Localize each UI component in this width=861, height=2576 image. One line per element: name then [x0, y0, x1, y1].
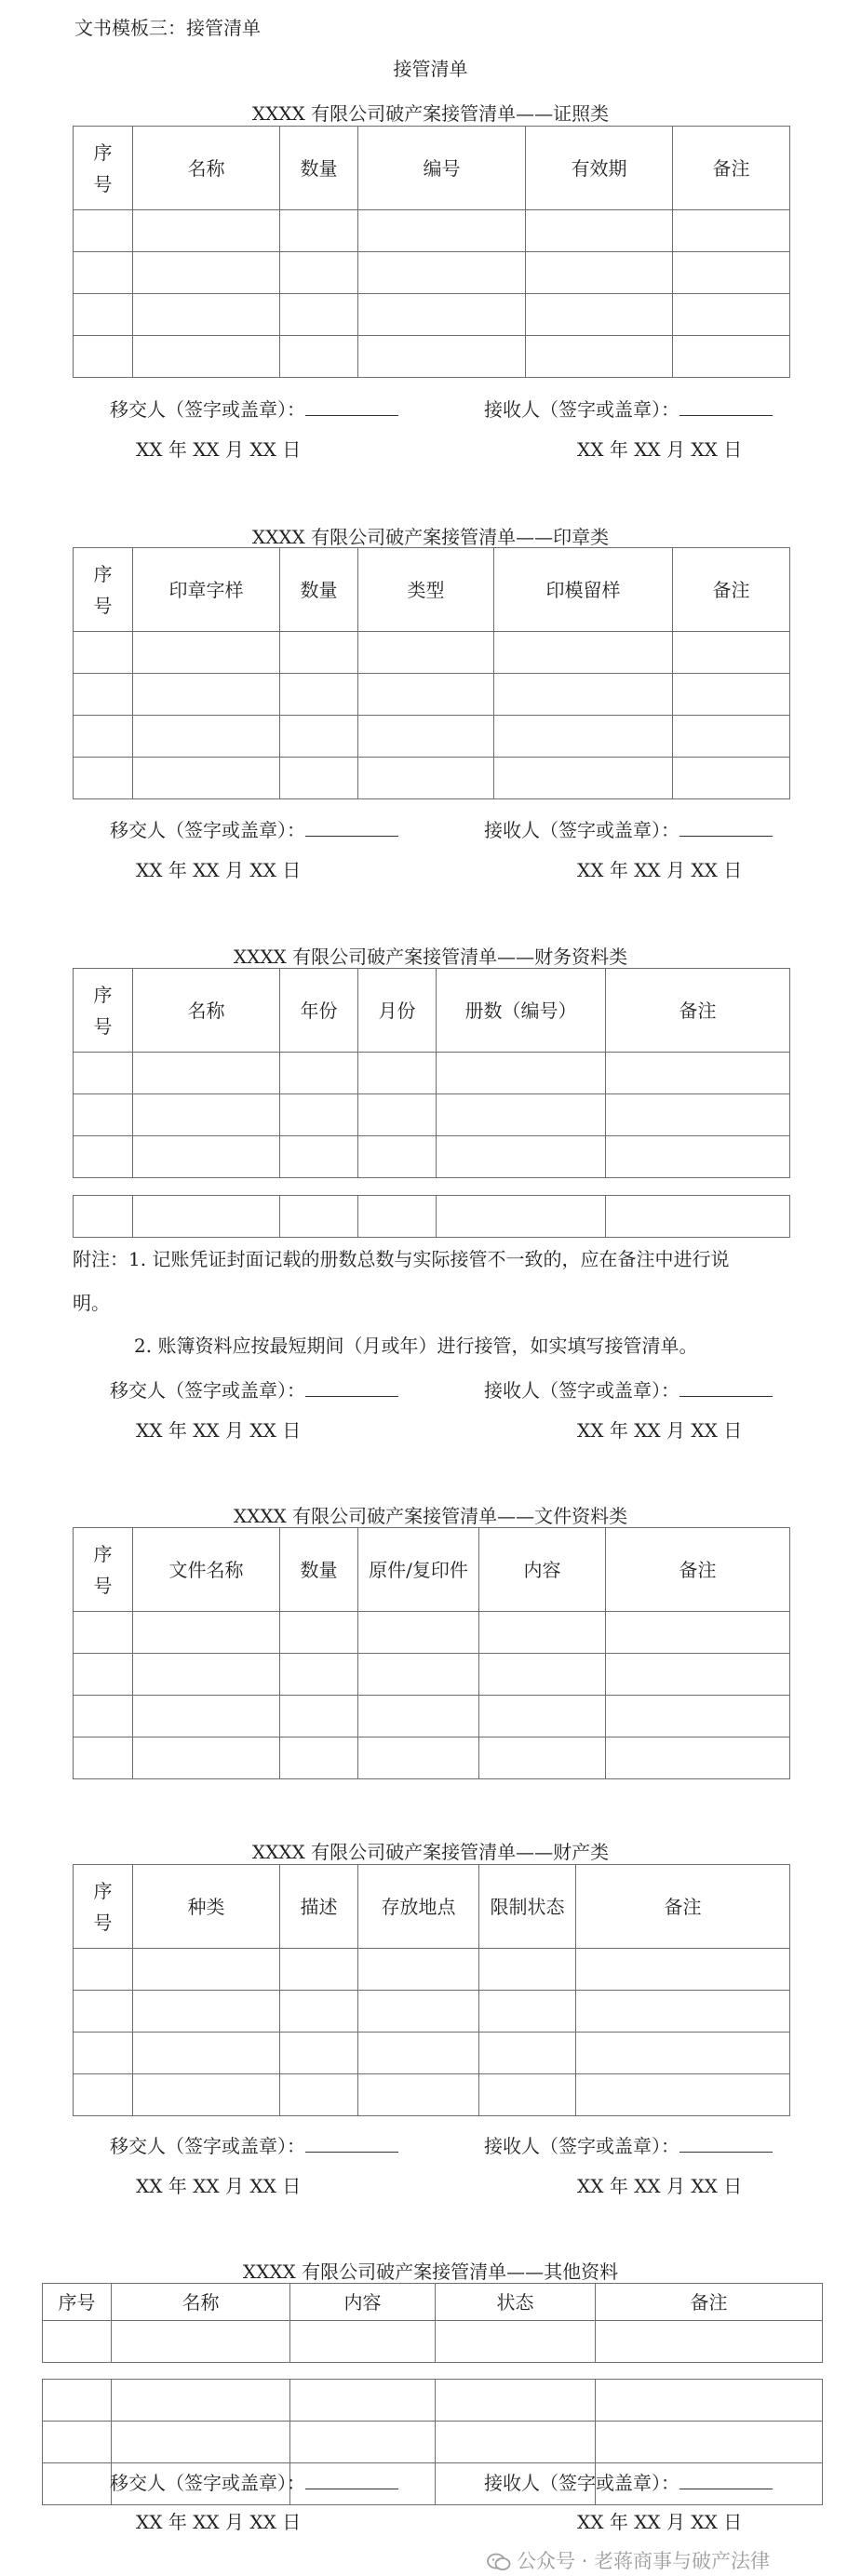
handover-signature-line	[110, 819, 398, 839]
table-row	[74, 252, 790, 294]
wechat-icon	[487, 2553, 511, 2571]
table-row	[43, 2380, 823, 2422]
handover-signature-line	[110, 2472, 398, 2492]
handover-signature-blank[interactable]	[305, 819, 398, 837]
handover-label: 移交人（签字或盖章）：	[110, 2135, 305, 2157]
handover-date: XX 年 XX 月 XX 日	[136, 2511, 302, 2533]
receiver-signature-blank[interactable]	[679, 2472, 773, 2489]
table-caption-assets: XXXX 有限公司破产案接管清单——财产类	[251, 1841, 610, 1863]
col-header-original-copy: 原件/复印件	[358, 1528, 479, 1612]
table-row	[74, 1696, 790, 1737]
receiver-signature-line	[484, 1379, 773, 1400]
table-row	[74, 294, 790, 336]
financial-note-1: 附注：1. 记账凭证封面记载的册数总数与实际接管不一致的，应在备注中进行说	[73, 1248, 730, 1270]
col-header-quantity: 数量	[280, 548, 358, 632]
handover-date: XX 年 XX 月 XX 日	[136, 859, 302, 881]
receiver-label: 接收人（签字或盖章）：	[484, 2135, 679, 2157]
col-header-category: 种类	[133, 1865, 280, 1949]
col-header-remarks: 备注	[576, 1865, 790, 1949]
table-row	[74, 1991, 790, 2033]
receiver-label: 接收人（签字或盖章）：	[484, 2472, 679, 2494]
col-header-remarks: 备注	[606, 1528, 790, 1612]
col-header-volumes: 册数（编号）	[437, 969, 606, 1053]
table-row	[74, 1196, 790, 1238]
col-header-document-name: 文件名称	[133, 1528, 280, 1612]
col-header-validity: 有效期	[526, 127, 673, 210]
table-row	[74, 1737, 790, 1779]
col-header-number: 编号	[358, 127, 526, 210]
table-row	[74, 758, 790, 799]
handover-signature-line	[110, 1379, 398, 1400]
table-row	[74, 210, 790, 252]
col-header-year: 年份	[280, 969, 358, 1053]
receiver-signature-line	[484, 398, 773, 419]
table-caption-documents: XXXX 有限公司破产案接管清单——文件资料类	[233, 1505, 628, 1527]
receiver-signature-line	[484, 2472, 773, 2492]
handover-signature-line	[110, 398, 398, 419]
receiver-signature-blank[interactable]	[679, 819, 773, 837]
table-row	[43, 2321, 823, 2363]
receiver-date: XX 年 XX 月 XX 日	[577, 2511, 743, 2533]
table-row	[74, 2074, 790, 2116]
receiver-signature-line	[484, 819, 773, 839]
handover-signature-line	[110, 2135, 398, 2155]
table-header-row	[74, 548, 790, 632]
col-header-restriction-status: 限制状态	[479, 1865, 576, 1949]
financial-note-2: 2. 账簿资料应按最短期间（月或年）进行接管，如实填写接管清单。	[134, 1335, 698, 1357]
receiver-signature-line	[484, 2135, 773, 2155]
seals-table	[73, 547, 790, 799]
col-header-remarks: 备注	[673, 548, 790, 632]
table-row	[74, 1949, 790, 1991]
col-header-index: 序号	[74, 1865, 133, 1949]
licenses-table	[73, 126, 790, 378]
table-caption-seals: XXXX 有限公司破产案接管清单——印章类	[251, 526, 610, 548]
col-header-month: 月份	[358, 969, 437, 1053]
document-title: 接管清单	[393, 58, 468, 80]
col-header-name: 名称	[133, 969, 280, 1053]
table-header-row	[43, 2284, 823, 2321]
receiver-signature-blank[interactable]	[679, 2135, 773, 2153]
col-header-description: 描述	[280, 1865, 358, 1949]
table-row	[74, 336, 790, 378]
table-header-row	[74, 969, 790, 1053]
table-row	[74, 716, 790, 758]
col-header-index: 序号	[74, 969, 133, 1053]
table-row	[74, 1053, 790, 1094]
table-row	[74, 1654, 790, 1696]
col-header-storage-location: 存放地点	[358, 1865, 479, 1949]
handover-signature-blank[interactable]	[305, 2135, 398, 2153]
table-header-row	[74, 1528, 790, 1612]
col-header-seal-text: 印章字样	[133, 548, 280, 632]
table-row	[74, 1094, 790, 1136]
watermark-text: 公众号 · 老蒋商事与破产法律	[517, 2550, 771, 2572]
table-caption-financial: XXXX 有限公司破产案接管清单——财务资料类	[233, 946, 628, 968]
receiver-date: XX 年 XX 月 XX 日	[577, 2175, 743, 2197]
other-materials-table	[42, 2283, 823, 2363]
col-header-quantity: 数量	[280, 127, 358, 210]
table-header-row	[74, 127, 790, 210]
col-header-remarks: 备注	[596, 2284, 823, 2321]
table-header-row	[74, 1865, 790, 1949]
table-caption-licenses: XXXX 有限公司破产案接管清单——证照类	[251, 102, 610, 125]
col-header-seal-impression: 印模留样	[494, 548, 673, 632]
col-header-status: 状态	[436, 2284, 596, 2321]
handover-label: 移交人（签字或盖章）：	[110, 2472, 305, 2494]
handover-label: 移交人（签字或盖章）：	[110, 398, 305, 421]
handover-signature-blank[interactable]	[305, 398, 398, 416]
document-header: 文书模板三：接管清单	[74, 17, 261, 39]
col-header-name: 名称	[112, 2284, 290, 2321]
col-header-index: 序号	[74, 127, 133, 210]
col-header-remarks: 备注	[673, 127, 790, 210]
financial-records-table	[73, 968, 790, 1178]
handover-signature-blank[interactable]	[305, 2472, 398, 2489]
financial-note-1-continued: 明。	[73, 1292, 110, 1314]
col-header-index: 序号	[74, 1528, 133, 1612]
col-header-index: 序号	[74, 548, 133, 632]
col-header-remarks: 备注	[606, 969, 790, 1053]
table-caption-other: XXXX 有限公司破产案接管清单——其他资料	[242, 2261, 619, 2283]
receiver-label: 接收人（签字或盖章）：	[484, 398, 679, 421]
handover-date: XX 年 XX 月 XX 日	[136, 438, 302, 461]
receiver-label: 接收人（签字或盖章）：	[484, 1379, 679, 1402]
receiver-date: XX 年 XX 月 XX 日	[577, 859, 743, 881]
table-row	[74, 2033, 790, 2074]
receiver-signature-blank[interactable]	[679, 398, 773, 416]
col-header-type: 类型	[358, 548, 494, 632]
handover-label: 移交人（签字或盖章）：	[110, 1379, 305, 1402]
handover-signature-blank[interactable]	[305, 1379, 398, 1397]
table-row	[74, 1612, 790, 1654]
receiver-signature-blank[interactable]	[679, 1379, 773, 1397]
handover-date: XX 年 XX 月 XX 日	[136, 2175, 302, 2197]
table-row	[43, 2422, 823, 2463]
table-row	[74, 1136, 790, 1178]
financial-records-table-continued	[73, 1195, 790, 1238]
receiver-date: XX 年 XX 月 XX 日	[577, 438, 743, 461]
table-row	[74, 632, 790, 674]
documents-table	[73, 1527, 790, 1779]
table-row	[74, 674, 790, 716]
wechat-watermark	[487, 2546, 770, 2574]
col-header-name: 名称	[133, 127, 280, 210]
col-header-index: 序号	[43, 2284, 112, 2321]
assets-table	[73, 1864, 790, 2116]
handover-label: 移交人（签字或盖章）：	[110, 819, 305, 841]
col-header-content: 内容	[479, 1528, 606, 1612]
col-header-quantity: 数量	[280, 1528, 358, 1612]
receiver-date: XX 年 XX 月 XX 日	[577, 1419, 743, 1442]
col-header-content: 内容	[290, 2284, 436, 2321]
handover-date: XX 年 XX 月 XX 日	[136, 1419, 302, 1442]
receiver-label: 接收人（签字或盖章）：	[484, 819, 679, 841]
